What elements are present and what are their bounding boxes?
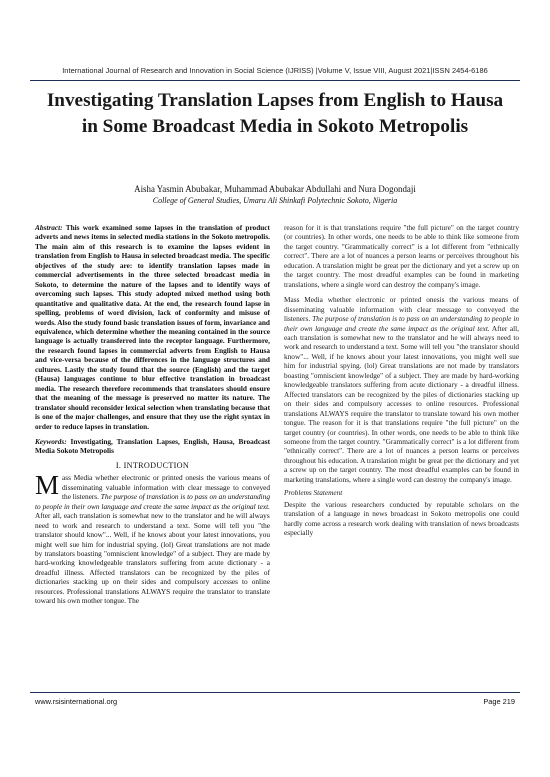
abstract-label: Abstract: [35, 223, 63, 232]
right-paragraph-3: Despite the various researchers conducted by reputable scholars on the translation of a language in news broadcast in Sokoto metropolis one could hardly come across a research work dealing with translation of news broadcasts especially [284, 499, 519, 538]
journal-header: International Journal of Research and Innovation in Social Science (IJRISS) |Volume V, Issue VIII, August 2021|ISSN 2454-6186 [62, 66, 488, 75]
section-heading-introduction: I. INTRODUCTION [115, 460, 190, 470]
intro-text-emphasis: The purpose of translation is to pass on an understanding to people in their own language and create the same impact as the original text. [35, 492, 270, 511]
right-paragraph-1: reason for it is that translations require "the full picture" on the target country (or countries). In other words, one needs to be able to think like someone from the target country. "Grammatically correct" is a lot different from "ethnically correct". There are a lot of nuances a person learns or perceives throughout his education. A translation might be great per the dictionary and yet a screw up on the target country. The most dreadful examples can be found in marketing translations, where a single word can destroy the company's image. [284, 223, 519, 289]
keywords-label: Keywords: [35, 436, 67, 446]
right-column [284, 223, 519, 538]
intro-text-b: After all, each translation is somewhat new to the translator and he will always need to work and research to understand a text. Some will tell you "the translator should know"... Well, if he knows about your latest innovations, you might well sue him for industrial spying. (lol) Great translations are not made by translators boasting "omniscient knowledge" of a subject. They are made by hard-working knowledgeable translators suffering from acute dictionary - a dreadful illness. Affected translators can be recognized by the piles of dictionaries stacking up on their sides and compulsory accesses to online resources. Professional translations ALWAYS require the translator to translate toward his own mother tongue. The [35, 511, 270, 606]
right-p2-text-a: Mass Media whether electronic or printed onesis the various means of disseminating valuable information with clear message to conveyed the listeners. [284, 295, 519, 324]
abstract-text: This work examined some lapses in the translation of product adverts and news items in selected media stations in the Sokoto metropolis. The main aim of this research is to examine the lapses evident in translation from English to Hausa in selected broadcast media. The specific objectives of the study are: to identify translation lapses made in commercial advertisements in the three selected broadcast media in Sokoto, to determine the nature of the lapses and to identify ways of overcoming such lapses. This study adopted mixed method using both quantitative and qualitative data. At the end, the research found lapse in spelling, problems of word division, lack of conformity and misuse of words. Also the study found basic translation issues of form, invariance and equivalence, which determine whether the meaning contained in the source language is actually transferred into the receptor language. Furthermore, the research found lapses in commercial adverts from English to Hausa and vice-versa because of the differences in the language structures and cultures. Lastly the study found that the source (English) and the target (Hausa) languages continue to blur effective translation in broadcast media. The research therefore recommends that translators should ensure that the meaning of the message is preserved no matter its nature. The translator should reconsider lexical selection when translating because that is one of the major challenges, and ensure that they use the right syntax in order to reduce lapses in translation. [35, 223, 270, 431]
right-p2-text-b: After all, each translation is somewhat new to the translator and he will always need to work and research to understand a text. Some will tell you "the translator should know"... Well, if he knows about your latest innovations, you might well sue him for industrial spying. (lol) Great translations are not made by translators boasting "omniscient knowledge" of a subject. They are made by hard-working knowledgeable translators suffering from acute dictionary - a dreadful illness. Affected translators can be recognized by the piles of dictionaries stacking up on their sides and compulsory accesses to online resources. Professional translations ALWAYS require the translator to translate toward his own mother tongue. The reason for it is that translations require "the full picture" on the target country (or countries). In other words, one needs to be able to think like someone from the target country. "Grammatically correct" is a lot different from "ethnically correct". There are a lot of nuances a person learns or perceives throughout his education. A translation might be great per the dictionary and yet a screw up on the target country. The most dreadful examples can be found in marketing translations, where a single word can destroy the company's image. [284, 323, 520, 484]
right-p2-emphasis: The purpose of translation is to pass on an understanding to people in their own language and create the same impact as the original text. [284, 314, 519, 333]
footer-divider [30, 692, 520, 693]
left-column [35, 223, 270, 606]
header-divider [30, 80, 520, 81]
intro-text-a: ass Media whether electronic or printed onesis the various means of disseminating valuable information with clear message to conveyed the listeners. [62, 473, 270, 502]
paper-authors: Aisha Yasmin Abubakar, Muhammad Abubakar Abdullahi and Nura Dogondaji [134, 184, 416, 194]
intro-paragraph [35, 470, 270, 606]
drop-cap: M [35, 470, 60, 501]
keywords [35, 437, 270, 456]
author-affiliation: College of General Studies, Umaru Ali Shinkafi Polytechnic Sokoto, Nigeria [152, 196, 398, 205]
abstract [35, 223, 270, 431]
right-paragraph-2 [284, 295, 519, 484]
footer-website[interactable]: www.rsisinternational.org [35, 697, 118, 706]
footer-page-number: Page 219 [483, 697, 515, 706]
keywords-text: Investigating, Translation Lapses, English, Hausa, Broadcast Media Sokoto Metropolis [35, 436, 270, 456]
paper-title: Investigating Translation Lapses from English to Hausa in Some Broadcast Media in Sokoto Metropolis [46, 90, 504, 137]
problems-statement-heading: Problems Statement [284, 488, 343, 498]
